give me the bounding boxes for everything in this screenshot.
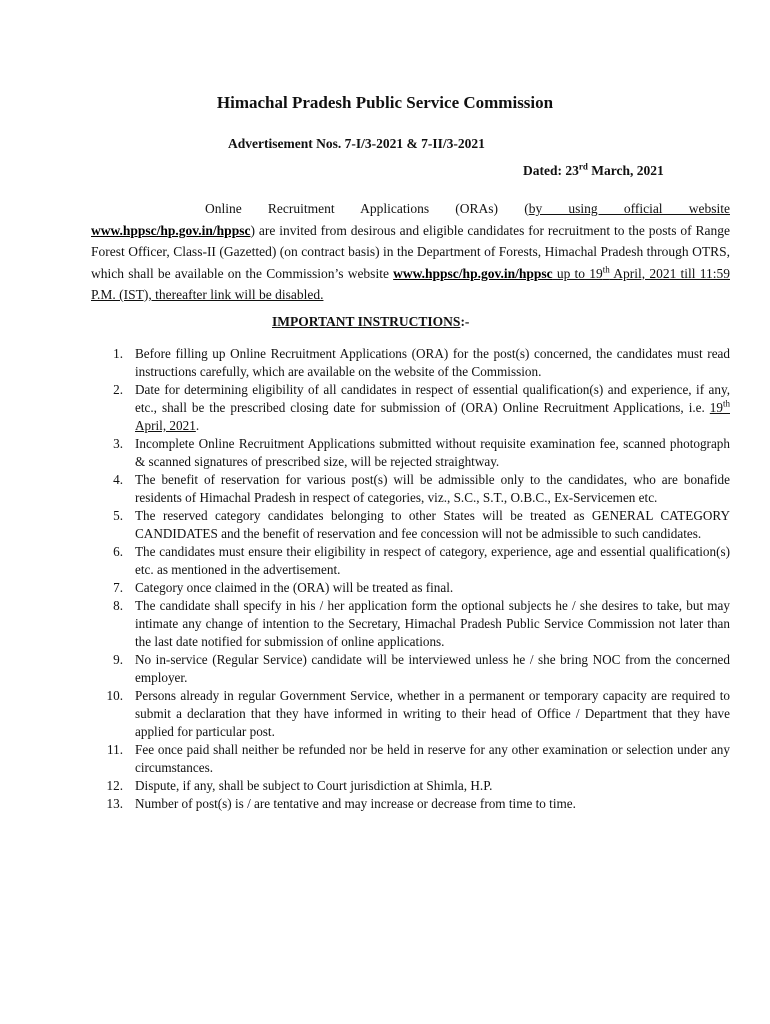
instruction-text: The candidates must ensure their eligibility in respect of category, experience, age and essential qualification(s) etc. as mentioned in the advertisement.: [135, 544, 730, 577]
intro-text-3-end: April, 2021 till 11:59 P.M. (IST), thereafter link will be disabled.: [91, 265, 730, 302]
instruction-item: [91, 345, 730, 381]
intro-text-2: ) are invited from desirous and eligible candidates for recruitment to the posts of Range Forest Officer, Class-II (Gazetted) (on contract basis) in the Department of Forests, Himachal Pradesh through OTRS, which shall be available on the Commission’s website: [91, 222, 730, 281]
instruction-item: [91, 777, 730, 795]
instruction-text: The reserved category candidates belonging to other States will be treated as GENERAL CATEGORY CANDIDATES and the benefit of reservation and fee concession will not be admissible to such candidates.: [135, 508, 730, 541]
website-link-2[interactable]: www.hppsc/hp.gov.in/hppsc: [393, 265, 553, 281]
instruction-item: [91, 795, 730, 813]
instruction-text: The benefit of reservation for various post(s) will be admissible only to the candidates, who are bonafide residents of Himachal Pradesh in respect of categories, viz., S.C., S.T., O.B.C., Ex-Servicemen etc.: [135, 472, 730, 505]
instruction-number: 3.: [113, 436, 123, 451]
instruction-item: [91, 471, 730, 507]
instruction-text: Dispute, if any, shall be subject to Court jurisdiction at Shimla, H.P.: [135, 778, 493, 793]
instruction-text: Before filling up Online Recruitment Applications (ORA) for the post(s) concerned, the candidates must read instructions carefully, which are available on the website of the Commission.: [135, 346, 730, 379]
instruction-tail: .: [195, 418, 200, 433]
instruction-date-superscript: th: [722, 398, 730, 409]
instruction-number: 4.: [113, 472, 123, 487]
website-link-1[interactable]: www.hppsc/hp.gov.in/hppsc: [91, 222, 251, 238]
instructions-heading-text: IMPORTANT INSTRUCTIONS: [272, 314, 461, 329]
intro-underlined: by using official website: [528, 201, 730, 216]
instructions-heading-suffix: :-: [460, 314, 470, 329]
dated-prefix: Dated: 23: [523, 163, 579, 178]
instruction-number: 13.: [106, 796, 123, 811]
instruction-item: [91, 381, 730, 435]
instruction-number: 10.: [106, 688, 123, 703]
instruction-item: [91, 597, 730, 651]
instruction-text: No in-service (Regular Service) candidate will be interviewed unless he / she bring NOC from the concerned employer.: [135, 652, 730, 685]
dated-superscript: rd: [578, 161, 588, 172]
instruction-text: The candidate shall specify in his / her application form the optional subjects he / she desires to take, but may intimate any change of intention to the Secretary, Himachal Pradesh Public Service Commission not later than the last date notified for submission of online applications.: [135, 598, 730, 649]
instruction-text: Category once claimed in the (ORA) will be treated as final.: [135, 580, 454, 595]
instruction-number: 1.: [113, 346, 123, 361]
intro-text-3: up to 19: [552, 265, 603, 281]
dated-suffix: March, 2021: [587, 163, 664, 178]
instruction-number: 5.: [113, 508, 123, 523]
instruction-item: [91, 651, 730, 687]
instruction-number: 8.: [113, 598, 123, 613]
instructions-list: [91, 345, 730, 813]
instruction-text: Incomplete Online Recruitment Applications submitted without requisite examination fee, scanned photograph & scanned signatures of prescribed size, will be rejected straightway.: [135, 436, 730, 469]
instructions-heading: [272, 314, 469, 330]
instruction-number: 11.: [107, 742, 123, 757]
instruction-item: [91, 507, 730, 543]
instruction-number: 9.: [113, 652, 123, 667]
instruction-number: 6.: [113, 544, 123, 559]
instruction-number: 12.: [106, 778, 123, 793]
instruction-item: [91, 741, 730, 777]
intro-text-1: Online Recruitment Applications (ORAs) (: [205, 201, 529, 216]
intro-superscript: th: [602, 264, 610, 274]
instruction-text: Number of post(s) is / are tentative and may increase or decrease from time to time.: [135, 796, 576, 811]
instruction-date-day: 19: [709, 400, 723, 415]
intro-paragraph: [91, 198, 730, 306]
instruction-number: 7.: [113, 580, 123, 595]
instruction-item: [91, 435, 730, 471]
instruction-item: [91, 579, 730, 597]
instruction-date-month: April, 2021: [135, 418, 196, 433]
document-title: Himachal Pradesh Public Service Commission: [216, 93, 554, 112]
instruction-number: 2.: [113, 382, 123, 397]
instruction-text: Fee once paid shall neither be refunded nor be held in reserve for any other examination or selection under any circumstances.: [135, 742, 730, 775]
instruction-item: [91, 687, 730, 741]
instruction-text: Date for determining eligibility of all candidates in respect of essential qualification(s) and experience, if any, etc., shall be the prescribed closing date for submission of (ORA) Online Recruitment Applications, i.e.: [135, 382, 730, 415]
instruction-item: [91, 543, 730, 579]
advertisement-numbers: Advertisement Nos. 7-I/3-2021 & 7-II/3-2021: [228, 136, 485, 151]
dated-line: [523, 163, 664, 179]
instruction-text: Persons already in regular Government Service, whether in a permanent or temporary capacity are required to submit a declaration that they have informed in writing to their head of Office / Department that they have applied for particular post.: [135, 688, 730, 739]
